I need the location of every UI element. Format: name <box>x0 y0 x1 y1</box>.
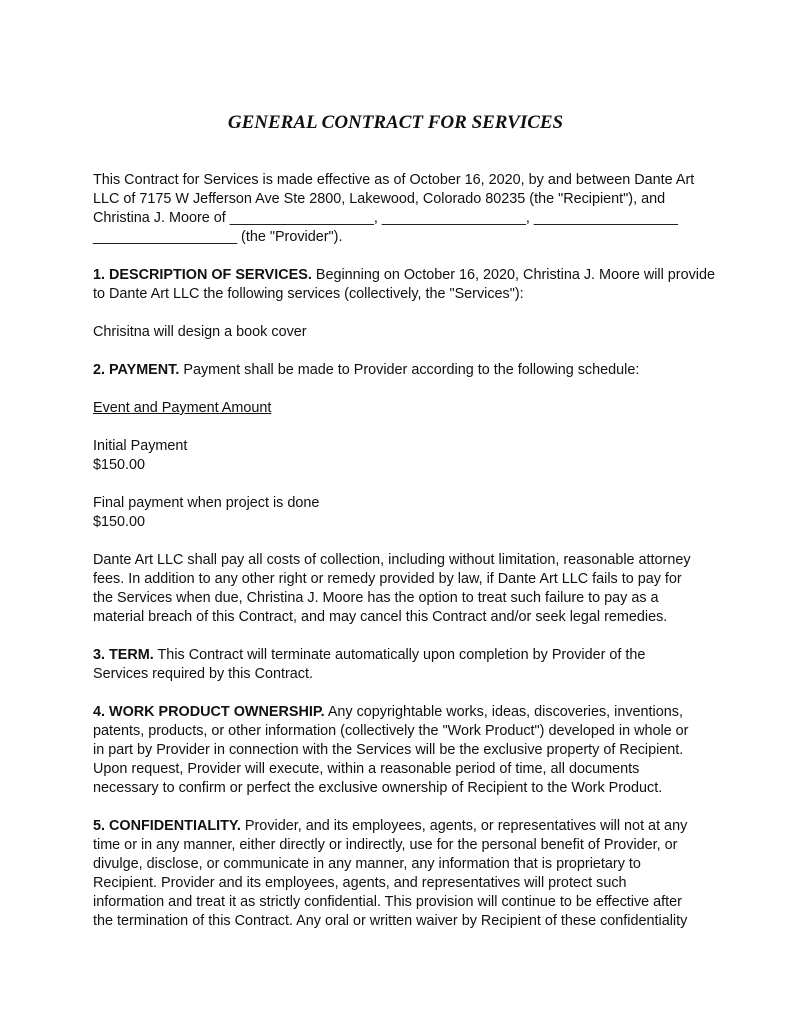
section-5-text: Recipient. Provider and its employees, agents, and representatives will protect such <box>93 875 627 891</box>
payment-event: Initial Payment <box>93 438 188 454</box>
document-title: GENERAL CONTRACT FOR SERVICES <box>227 112 564 133</box>
section-1-text: Beginning on October 16, 2020, Christina J. Moore will provide <box>311 267 715 283</box>
payment-amount: $150.00 <box>93 514 146 530</box>
section-1-description <box>93 266 715 304</box>
intro-line: LLC of 7175 W Jefferson Ave Ste 2800, Lakewood, Colorado 80235 (the "Recipient"), and <box>93 191 666 207</box>
section-5-heading: 5. CONFIDENTIALITY. <box>93 818 241 834</box>
collection-line: Dante Art LLC shall pay all costs of collection, including without limitation, reasonable attorney <box>93 552 691 568</box>
section-3-text: This Contract will terminate automatically upon completion by Provider of the <box>153 647 646 663</box>
intro-paragraph <box>93 171 705 247</box>
section-5-text: the termination of this Contract. Any oral or written waiver by Recipient of these confidentiality <box>93 913 688 929</box>
payment-event: Final payment when project is done <box>93 495 320 511</box>
section-3-text: Services required by this Contract. <box>93 666 313 682</box>
document-body <box>93 171 715 950</box>
section-4-text: in part by Provider in connection with the Services will be the exclusive property of Recipient. <box>93 742 684 758</box>
section-4-text: necessary to confirm or perfect the exclusive ownership of Recipient to the Work Product. <box>93 780 663 796</box>
section-5-text: Provider, and its employees, agents, or representatives will not at any <box>240 818 688 834</box>
section-1-text: to Dante Art LLC the following services (collectively, the "Services"): <box>93 286 524 302</box>
collection-line: the Services when due, Christina J. Moore has the option to treat such failure to pay as a <box>93 590 659 606</box>
service-description: Chrisitna will design a book cover <box>93 324 307 340</box>
section-4-text: Upon request, Provider will execute, within a reasonable period of time, all documents <box>93 761 640 777</box>
section-5-text: time or in any manner, either directly or indirectly, use for the personal benefit of Provider, or <box>93 837 678 853</box>
collection-line: material breach of this Contract, and may cancel this Contract and/or seek legal remedies. <box>93 609 668 625</box>
payment-schedule-header: Event and Payment Amount <box>93 400 272 416</box>
section-1-heading: 1. DESCRIPTION OF SERVICES. <box>93 267 312 283</box>
section-4-text: patents, products, or other information (collectively the "Work Product") developed in whole or <box>93 723 689 739</box>
payment-item <box>93 494 705 532</box>
section-4-text: Any copyrightable works, ideas, discoveries, inventions, <box>324 704 683 720</box>
intro-line: This Contract for Services is made effective as of October 16, 2020, by and between Dante Art <box>93 172 695 188</box>
section-2-heading: 2. PAYMENT. <box>93 362 180 378</box>
intro-line: __________________ (the "Provider"). <box>93 229 343 245</box>
payment-item <box>93 437 705 475</box>
section-5-text: information and treat it as strictly confidential. This provision will continue to be effective after <box>93 894 682 910</box>
section-2-text: Payment shall be made to Provider according to the following schedule: <box>179 362 640 378</box>
section-4-heading: 4. WORK PRODUCT OWNERSHIP. <box>93 704 325 720</box>
payment-amount: $150.00 <box>93 457 146 473</box>
section-5-text: divulge, disclose, or communicate in any manner, any information that is proprietary to <box>93 856 641 872</box>
intro-line: Christina J. Moore of __________________, __________________, __________________ <box>93 210 678 226</box>
section-3-heading: 3. TERM. <box>93 647 154 663</box>
collection-paragraph <box>93 551 705 627</box>
section-2-payment <box>93 361 705 380</box>
section-4-ownership <box>93 703 705 798</box>
section-3-term <box>93 646 705 684</box>
collection-line: fees. In addition to any other right or remedy provided by law, if Dante Art LLC fails to pay for <box>93 571 682 587</box>
section-5-confidentiality <box>93 817 705 931</box>
